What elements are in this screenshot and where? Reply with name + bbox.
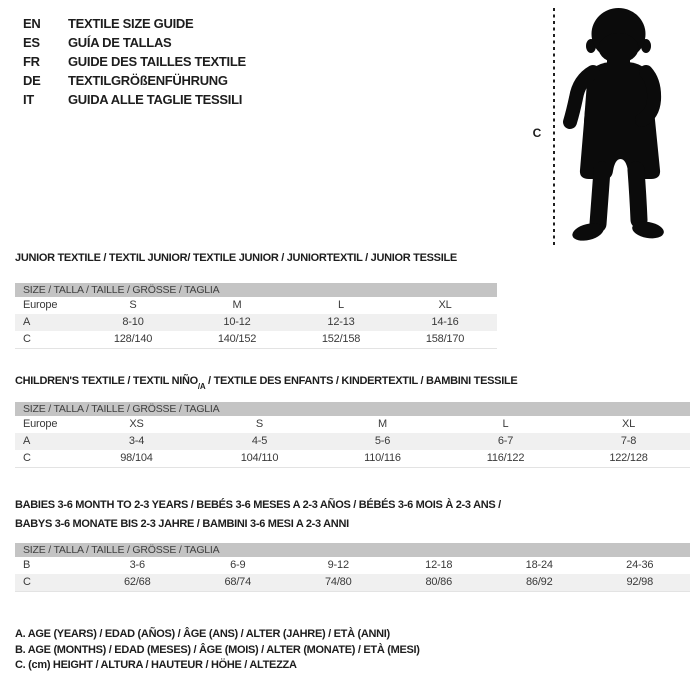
table-row [15, 433, 690, 450]
babies-size-table [15, 543, 690, 592]
language-title: GUÍA DE TALLAS [68, 35, 172, 50]
height-cell: 116/122 [486, 452, 525, 464]
language-row-it [23, 90, 246, 109]
row-label: A [23, 316, 31, 328]
size-cell: S [255, 418, 264, 430]
children-section-heading [15, 375, 518, 392]
language-code: DE [23, 73, 41, 88]
junior-size-table [15, 283, 497, 349]
language-code: IT [23, 92, 34, 107]
table-row [15, 574, 690, 591]
age-cell: 3-4 [128, 435, 145, 447]
months-cell: 24-36 [626, 559, 654, 571]
language-row-en [23, 14, 246, 33]
months-cell: 18-24 [525, 559, 553, 571]
height-cell: 62/68 [123, 576, 151, 588]
junior-section-heading: JUNIOR TEXTILE / TEXTIL JUNIOR/ TEXTILE JUNIOR / JUNIORTEXTIL / JUNIOR TESSILE [15, 252, 457, 264]
age-cell: 10-12 [223, 316, 251, 328]
months-cell: 9-12 [327, 559, 349, 571]
language-title: TEXTILGRÖßENFÜHRUNG [68, 73, 228, 88]
size-header-bar: SIZE / TALLA / TAILLE / GRÖSSE / TAGLIA [15, 543, 690, 557]
size-header-bar: SIZE / TALLA / TAILLE / GRÖSSE / TAGLIA [15, 283, 497, 297]
babies-heading-line1: BABIES 3-6 MONTH TO 2-3 YEARS / BEBÉS 3-6 MESES A 2-3 AÑOS / BÉBÉS 3-6 MOIS À 2-3 ANS / [15, 499, 501, 511]
age-cell: 8-10 [122, 316, 144, 328]
size-cell: M [378, 418, 387, 430]
language-title: GUIDE DES TAILLES TEXTILE [68, 54, 246, 69]
height-cell: 86/92 [525, 576, 553, 588]
size-cell: S [129, 299, 137, 311]
language-title: GUIDA ALLE TAGLIE TESSILI [68, 92, 243, 107]
language-code: ES [23, 35, 40, 50]
language-row-es [23, 33, 246, 52]
height-cell: 158/170 [425, 333, 465, 345]
table-row [15, 416, 690, 433]
height-cell: 140/152 [217, 333, 257, 345]
height-cell: 92/98 [626, 576, 654, 588]
language-code: FR [23, 54, 40, 69]
months-cell: 3-6 [129, 559, 145, 571]
language-code: EN [23, 16, 41, 31]
babies-heading-line2: BABYS 3-6 MONATE BIS 2-3 JAHRE / BAMBINI 3-6 MESI A 2-3 ANNI [15, 518, 349, 530]
language-row-fr [23, 52, 246, 71]
row-label: A [23, 435, 31, 447]
heading-text: CHILDREN'S TEXTILE / TEXTIL NIÑO [15, 375, 198, 387]
months-cell: 12-18 [425, 559, 453, 571]
age-cell: 6-7 [497, 435, 514, 447]
row-label: C [23, 452, 31, 464]
baby-right-leg [636, 170, 639, 220]
baby-silhouette-graphic [550, 2, 700, 245]
heading-subscript: /A [197, 382, 206, 392]
height-cell: 80/86 [425, 576, 453, 588]
note-b: B. AGE (MONTHS) / EDAD (MESES) / ÂGE (MOIS) / ALTER (MONATE) / ETÀ (MESI) [15, 643, 420, 656]
language-title: TEXTILE SIZE GUIDE [68, 16, 194, 31]
height-cell: 104/110 [240, 452, 279, 464]
months-cell: 6-9 [230, 559, 246, 571]
table-row [15, 314, 497, 331]
heading-text: / TEXTILE DES ENFANTS / KINDERTEXTIL / BAMBINI TESSILE [205, 375, 518, 387]
age-cell: 14-16 [431, 316, 459, 328]
note-a: A. AGE (YEARS) / EDAD (AÑOS) / ÂGE (ANS) / ALTER (JAHRE) / ETÀ (ANNI) [15, 628, 390, 640]
height-cell: 74/80 [324, 576, 352, 588]
age-cell: 7-8 [620, 435, 637, 447]
note-c: C. (cm) HEIGHT / ALTURA / HAUTEUR / HÖHE / ALTEZZA [15, 659, 297, 671]
row-label: C [23, 576, 31, 588]
table-row [15, 557, 690, 574]
size-cell: XL [438, 299, 452, 311]
language-title-list [23, 14, 246, 109]
row-label: Europe [23, 299, 58, 311]
babies-section-heading [15, 496, 501, 534]
height-cell: 152/158 [321, 333, 361, 345]
table-row [15, 297, 497, 314]
row-label: Europe [23, 418, 58, 430]
legend-notes [15, 627, 420, 674]
height-cell: 122/128 [609, 452, 648, 464]
size-cell: L [502, 418, 509, 430]
height-cell: 68/74 [224, 576, 252, 588]
age-cell: 4-5 [251, 435, 268, 447]
size-cell: XS [129, 418, 144, 430]
table-row [15, 331, 497, 348]
table-row [15, 450, 690, 467]
row-label: B [23, 559, 31, 571]
height-cell: 128/140 [113, 333, 153, 345]
age-cell: 5-6 [374, 435, 391, 447]
language-row-de [23, 71, 246, 90]
children-size-table [15, 402, 690, 468]
size-cell: XL [621, 418, 636, 430]
age-cell: 12-13 [327, 316, 355, 328]
baby-legs [598, 170, 639, 224]
size-cell: L [338, 299, 344, 311]
height-measure-label: C [532, 126, 542, 140]
size-cell: M [232, 299, 242, 311]
baby-left-leg [598, 170, 602, 224]
height-cell: 98/104 [120, 452, 153, 464]
size-header-bar: SIZE / TALLA / TAILLE / GRÖSSE / TAGLIA [15, 402, 690, 416]
row-label: C [23, 333, 31, 345]
height-cell: 110/116 [364, 452, 401, 464]
